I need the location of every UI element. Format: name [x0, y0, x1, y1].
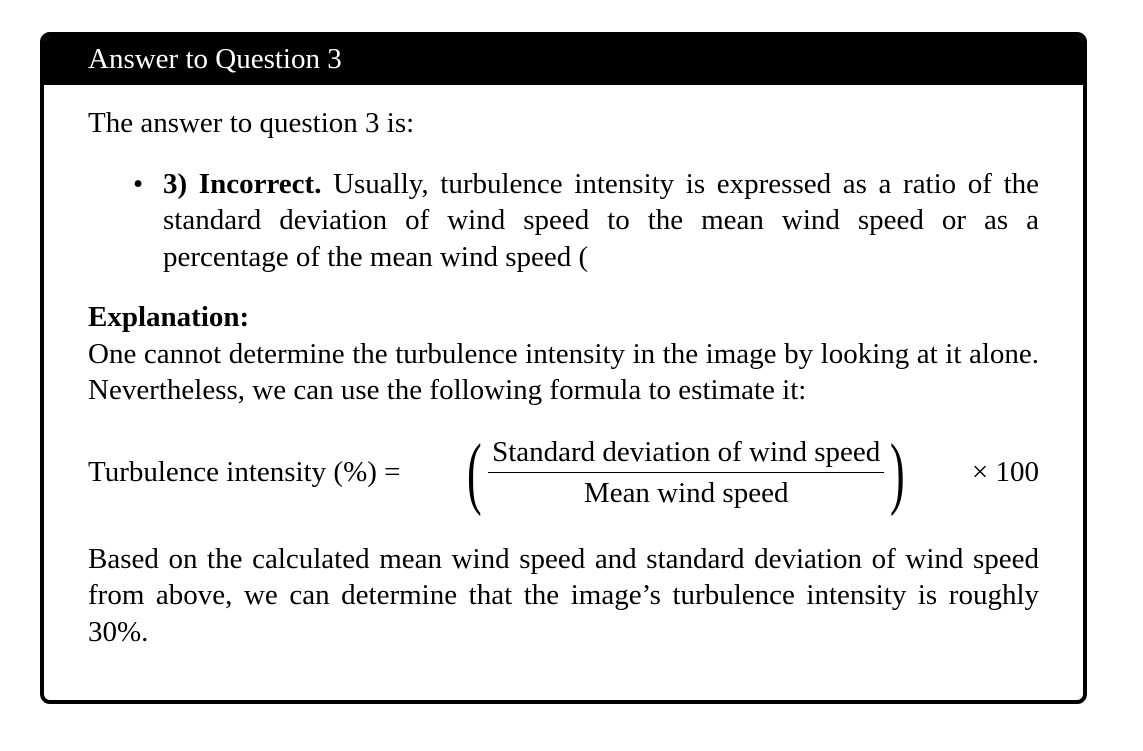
bullet-icon: • — [133, 167, 144, 200]
formula-fraction-group — [461, 428, 910, 517]
formula-multiplier: × 100 — [971, 456, 1039, 489]
left-paren-icon: ( — [467, 428, 483, 517]
conclusion-paragraph: Based on the calculated mean wind speed and standard deviation of wind speed from above, we can determine that the image’s turbulence intensity is roughly 30%. — [88, 542, 1039, 648]
intro-text: The answer to question 3 is: — [88, 107, 415, 139]
list-item — [133, 166, 1040, 276]
formula-fraction — [488, 434, 884, 511]
box-title: Answer to Question 3 — [88, 43, 342, 75]
answer-list — [88, 166, 1039, 276]
box-header — [44, 36, 1083, 85]
right-paren-icon: ) — [890, 428, 905, 517]
answer-text: Usually, turbulence intensity is expressed as a ratio of the standard deviation of wind speed to the mean wind speed or as a percentage of the mean wind speed ( — [163, 167, 1040, 273]
answer-label: 3) Incorrect. — [163, 167, 322, 200]
explanation-heading: Explanation: — [88, 301, 250, 333]
answer-box — [40, 32, 1087, 704]
formula-numerator: Standard deviation of wind speed — [488, 434, 884, 473]
formula-denominator: Mean wind speed — [583, 477, 789, 509]
box-body — [44, 85, 1083, 650]
formula — [88, 428, 1039, 517]
explanation-paragraph: One cannot determine the turbulence intensity in the image by looking at it alone. Nevertheless, we can use the following formula to estimate it: — [88, 337, 1039, 406]
formula-lhs: Turbulence intensity (%) = — [88, 456, 401, 489]
